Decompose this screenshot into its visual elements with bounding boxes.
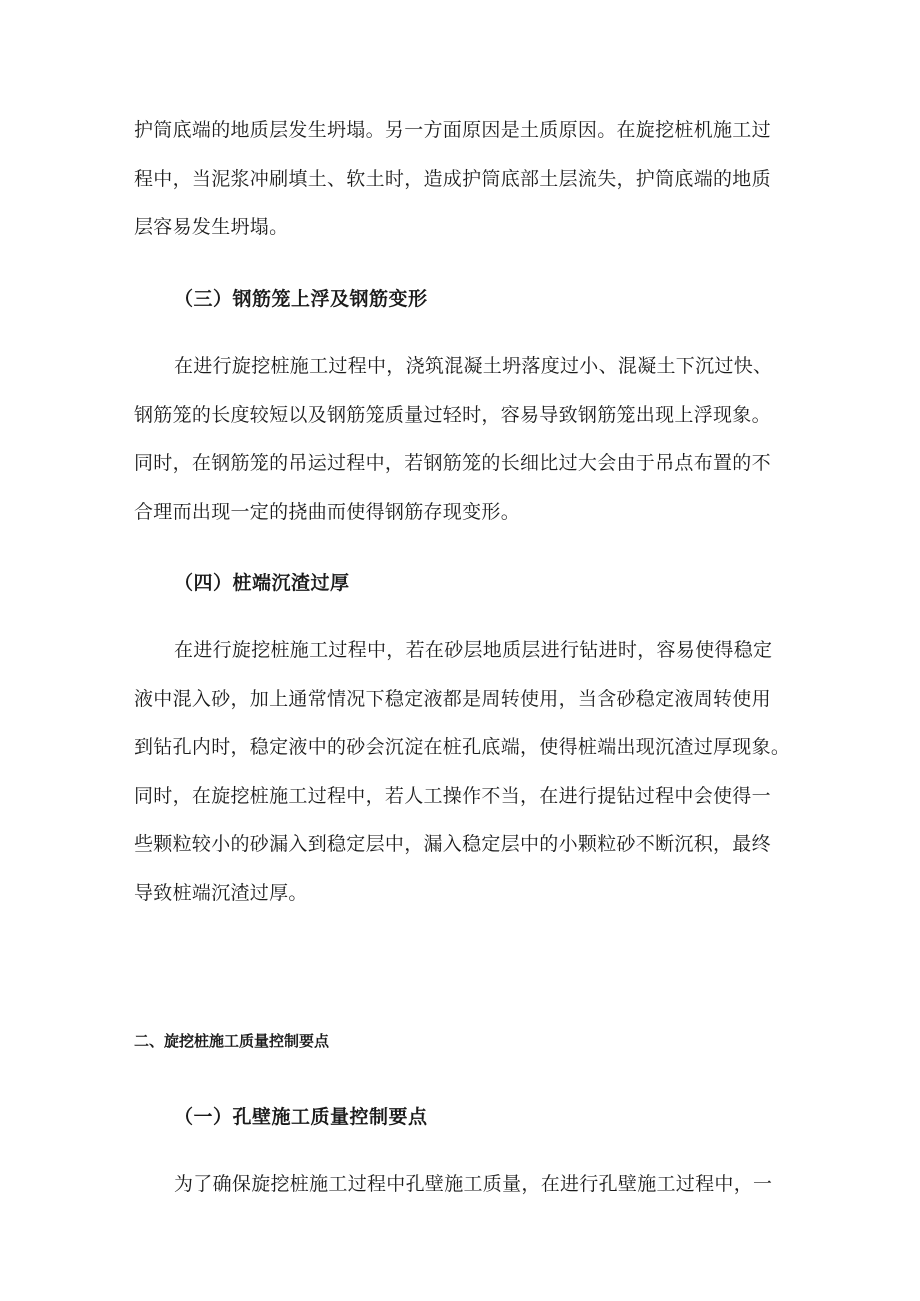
paragraph-hole-wall [134,1160,794,1209]
text-line: 同时，在旋挖桩施工过程中，若人工操作不当，在进行提钻过程中会使得一 [134,784,771,807]
heading-cage-floating: （三）钢筋笼上浮及钢筋变形 [174,288,428,310]
text-line: 在进行旋挖桩施工过程中，若在砂层地质层进行钻进时，容易使得稳定 [174,639,773,661]
text-line: 导致桩端沉渣过厚。 [134,881,308,904]
text-line: 为了确保旋挖桩施工过程中孔壁施工质量，在进行孔壁施工过程中，一 [174,1173,773,1195]
text-line: 护筒底端的地质层发生坍塌。另一方面原因是土质原因。在旋挖桩机施工过 [134,119,771,141]
text-line: 些颗粒较小的砂漏入到稳定层中，漏入稳定层中的小颗粒砂不断沉积，最终 [134,833,771,855]
paragraph-cage-floating [134,342,794,536]
section-title-quality-control: 二、旋挖桩施工质量控制要点 [134,1032,330,1050]
text-line: 合理而出现一定的挠曲而使得钢筋存现变形。 [134,500,521,523]
text-line: 在进行旋挖桩施工过程中，浇筑混凝土坍落度过小、混凝土下沉过快、 [174,355,773,377]
paragraph-collapse-causes [134,106,794,252]
text-line: 同时，在钢筋笼的吊运过程中，若钢筋笼的长细比过大会由于吊点布置的不 [134,452,771,474]
heading-sediment-thick: （四）桩端沉渣过厚 [174,572,350,594]
paragraph-sediment-thick [134,626,794,917]
text-line: 钢筋笼的长度较短以及钢筋笼质量过轻时，容易导致钢筋笼出现上浮现象。 [134,403,771,426]
text-line: 程中，当泥浆冲刷填土、软土时，造成护筒底部土层流失，护筒底端的地质 [134,167,771,190]
text-line: 到钻孔内时，稳定液中的砂会沉淀在桩孔底端，使得桩端出现沉渣过厚现象。 [134,736,791,758]
text-line: 层容易发生坍塌。 [134,216,289,238]
heading-hole-wall: （一）孔壁施工质量控制要点 [174,1106,428,1128]
text-line: 液中混入砂，加上通常情况下稳定液都是周转使用，当含砂稳定液周转使用 [134,687,771,710]
